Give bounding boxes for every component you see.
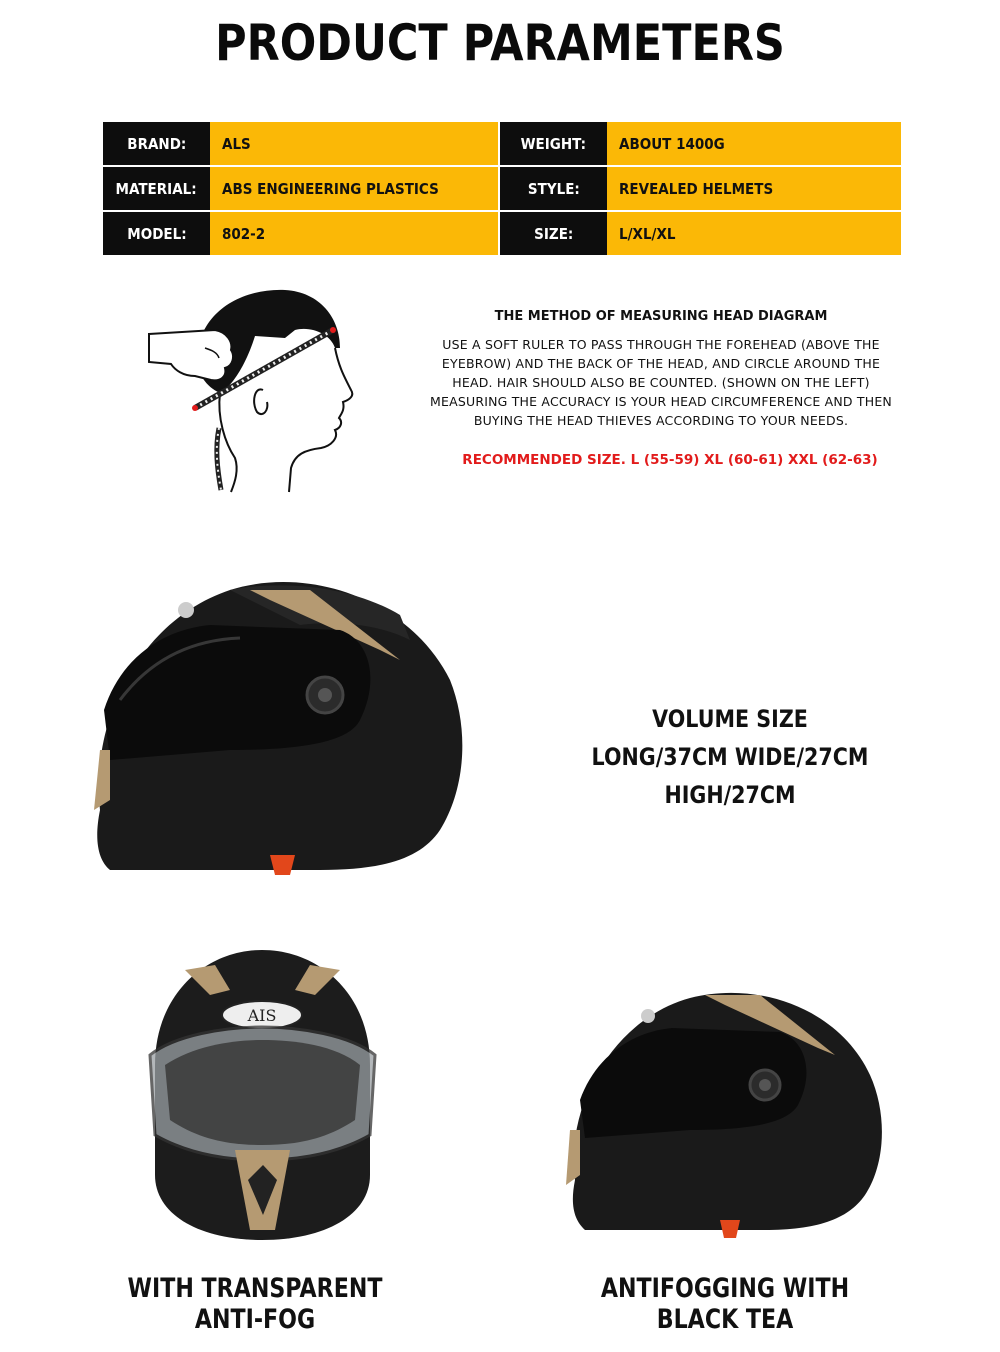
measure-title: THE METHOD OF MEASURING HEAD DIAGRAM (494, 309, 828, 324)
volume-size-title: VOLUME SIZE (652, 705, 808, 733)
size-value: L/XL/XL (607, 211, 901, 256)
brand-value: ALS (210, 122, 499, 166)
caption-black-tea-anti-fog: ANTIFOGGING WITH BLACK TEA (600, 1273, 850, 1335)
helmet-front-image (135, 945, 390, 1245)
model-value: 802-2 (210, 211, 499, 256)
weight-label: WEIGHT: (499, 122, 607, 166)
head-measurement-illustration (135, 278, 365, 498)
brand-label: BRAND: (103, 122, 210, 166)
table-row (103, 211, 901, 256)
helmet-side-image (80, 570, 470, 880)
style-value: REVEALED HELMETS (607, 166, 901, 211)
page-title: PRODUCT PARAMETERS (215, 14, 785, 72)
weight-value: ABOUT 1400G (607, 122, 901, 166)
size-label: SIZE: (499, 211, 607, 256)
recommended-size: RECOMMENDED SIZE. L (55-59) XL (60-61) XXL (62-63) (462, 452, 878, 468)
material-label: MATERIAL: (103, 166, 210, 211)
caption-transparent-anti-fog: WITH TRANSPARENT ANTI-FOG (127, 1273, 383, 1335)
model-label: MODEL: (103, 211, 210, 256)
helmet-logo: AIS (247, 1006, 277, 1025)
volume-size (549, 700, 910, 814)
helmet-black-tea-image (560, 980, 890, 1240)
style-label: STYLE: (499, 166, 607, 211)
volume-size-dimensions: LONG/37CM WIDE/27CM HIGH/27CM (591, 743, 869, 809)
table-row (103, 166, 901, 211)
parameters-table (103, 122, 901, 257)
measure-instructions: USE A SOFT RULER TO PASS THROUGH THE FOREHEAD (ABOVE THE EYEBROW) AND THE BACK OF THE HEAD, AND CIRCLE AROUND THE HEAD. HAIR SHOULD ALSO BE COUNTED. (SHOWN ON THE LEFT) MEASURING THE ACCURACY IS YOUR HEAD CIRCUMFERENCE AND THEN BUYING THE HEAD THIEVES ACCORDING TO YOUR NEEDS. (430, 337, 892, 428)
table-row (103, 122, 901, 166)
material-value: ABS ENGINEERING PLASTICS (210, 166, 499, 211)
